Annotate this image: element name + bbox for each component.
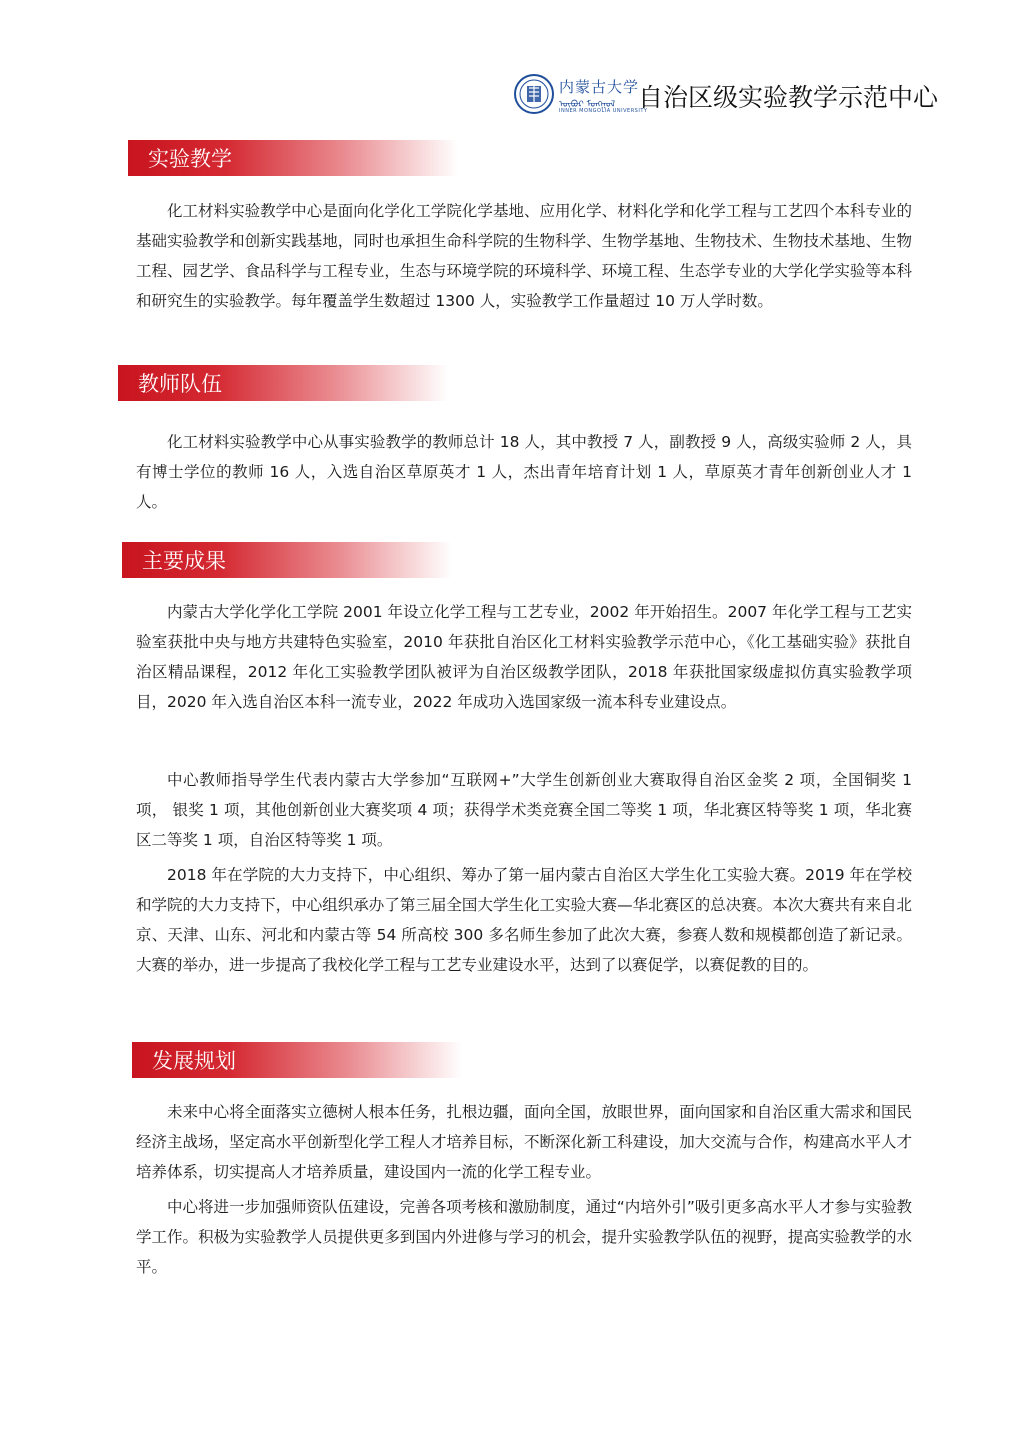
university-name-mn: ᠥᠪᠦᠷ ᠮᠣᠩᠭᠣᠯ <box>559 100 616 110</box>
university-emblem-icon <box>514 74 554 114</box>
paragraph: 内蒙古大学化学化工学院 2001 年设立化学工程与工艺专业，2002 年开始招生。2007 年化学工程与工艺实验室获批中央与地方共建特色实验室，2010 年获批自治区化工材料实验教学示范中心，《化工基础实验》获批自治区精品课程，2012 年化工实验教学团队被评为自治区级教学团队，2018 年获批国家级虚拟仿真实验教学项目，2020 年入选自治区本科一流专业，2022 年成功入选国家级一流本科专业建设点。 <box>136 603 912 711</box>
section-title: 发展规划 <box>152 1049 236 1073</box>
section-title: 实验教学 <box>148 147 232 171</box>
section-title: 教师队伍 <box>138 372 222 396</box>
university-name-en: INNER MONGOLIA UNIVERSITY <box>559 108 648 114</box>
section-title: 主要成果 <box>142 549 226 573</box>
paragraph: 中心将进一步加强师资队伍建设，完善各项考核和激励制度，通过“内培外引”吸引更多高水平人才参与实验教学工作。积极为实验教学人员提供更多到国内外进修与学习的机会，提升实验教学队伍的视野，提高实验教学的水平。 <box>136 1198 912 1276</box>
section-header-faculty <box>118 365 448 401</box>
paragraph: 中心教师指导学生代表内蒙古大学参加“互联网+”大学生创新创业大赛取得自治区金奖 2 项，全国铜奖 1 项， 银奖 1 项，其他创新创业大赛奖项 4 项；获得学术类竞赛全国二等奖 1 项，华北赛区特等奖 1 项，华北赛区二等奖 1 项，自治区特等奖 1 项。 <box>136 771 912 849</box>
university-name-cn: 内蒙古大学 <box>559 78 640 96</box>
section-header-achievements <box>122 542 452 578</box>
section-header-plan <box>132 1042 462 1078</box>
paragraph: 化工材料实验教学中心从事实验教学的教师总计 18 人，其中教授 7 人，副教授 9 人，高级实验师 2 人，具有博士学位的教师 16 人，入选自治区草原英才 1 人，杰出青年培育计划 1 人，草原英才青年创新创业人才 1 人。 <box>136 433 912 511</box>
center-title: 自治区级实验教学示范中心 <box>638 83 939 112</box>
paragraph: 未来中心将全面落实立德树人根本任务，扎根边疆，面向全国，放眼世界，面向国家和自治区重大需求和国民经济主战场，坚定高水平创新型化学工程人才培养目标，不断深化新工科建设，加大交流与合作，构建高水平人才培养体系，切实提高人才培养质量，建设国内一流的化学工程专业。 <box>136 1103 912 1181</box>
paragraph: 2018 年在学院的大力支持下，中心组织、筹办了第一届内蒙古自治区大学生化工实验大赛。2019 年在学校和学院的大力支持下，中心组织承办了第三届全国大学生化工实验大赛—华北赛区的总决赛。本次大赛共有来自北京、天津、山东、河北和内蒙古等 54 所高校 300 多名师生参加了此次大赛，参赛人数和规模都创造了新记录。大赛的举办，进一步提高了我校化学工程与工艺专业建设水平，达到了以赛促学，以赛促教的目的。 <box>136 866 912 974</box>
section-header-teaching <box>128 140 458 176</box>
page-header <box>514 74 939 118</box>
paragraph: 化工材料实验教学中心是面向化学化工学院化学基地、应用化学、材料化学和化学工程与工艺四个本科专业的基础实验教学和创新实践基地，同时也承担生命科学院的生物科学、生物学基地、生物技术、生物技术基地、生物工程、园艺学、食品科学与工程专业，生态与环境学院的环境科学、环境工程、生态学专业的大学化学实验等本科和研究生的实验教学。每年覆盖学生数超过 1300 人，实验教学工作量超过 10 万人学时数。 <box>136 202 912 310</box>
